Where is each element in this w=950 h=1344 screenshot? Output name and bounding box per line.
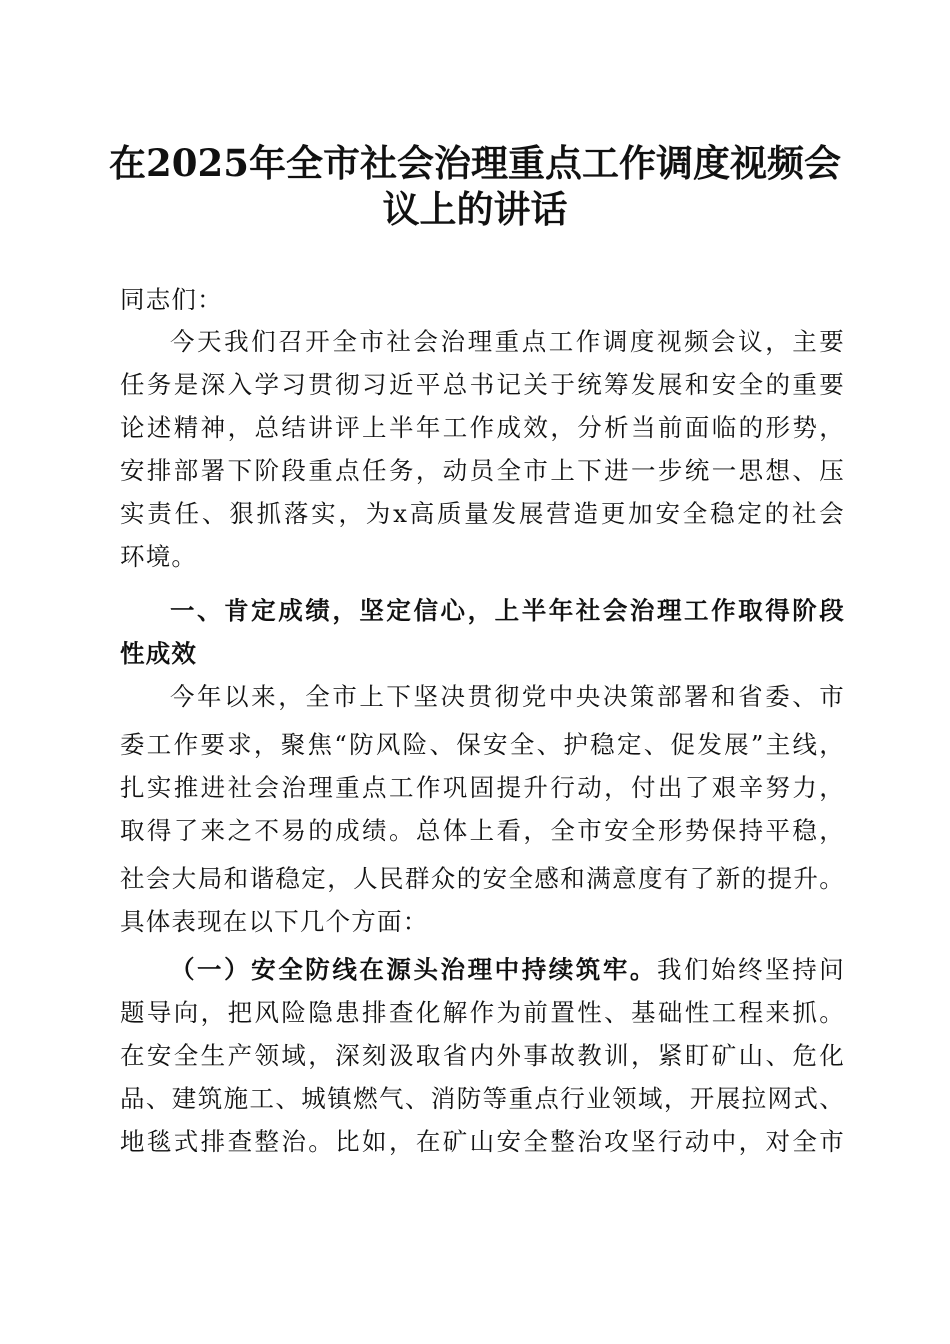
- paragraph-line: 社会大局和谐稳定，人民群众的安全感和满意度有了新的提升。: [120, 864, 845, 893]
- paragraph-line: 今年以来，全市上下坚决贯彻党中央决策部署和省委、市: [170, 682, 845, 711]
- document-title-line-2: 议上的讲话: [382, 187, 568, 231]
- paragraph-line: 地毯式排查整治。比如，在矿山安全整治攻坚行动中，对全市: [120, 1127, 845, 1156]
- subsection-heading: （一）安全防线在源头治理中持续筑牢。: [170, 955, 657, 984]
- salutation: 同志们：: [120, 285, 223, 314]
- paragraph-line: 在安全生产领域，深刻汲取省内外事故教训，紧盯矿山、危化: [120, 1041, 845, 1070]
- paragraph-line: 论述精神，总结讲评上半年工作成效，分析当前面临的形势，: [120, 413, 845, 442]
- paragraph-line: 具体表现在以下几个方面：: [120, 907, 429, 936]
- paragraph-line: 委工作要求，聚焦“防风险、保安全、护稳定、促发展”主线，: [120, 730, 845, 759]
- subsection-line: [170, 955, 845, 985]
- paragraph-line: 取得了来之不易的成绩。总体上看，全市安全形势保持平稳，: [120, 816, 845, 845]
- paragraph-line: 今天我们召开全市社会治理重点工作调度视频会议，主要: [170, 327, 845, 356]
- section-heading-line-2: 性成效: [120, 639, 198, 668]
- paragraph-line: 实责任、狠抓落实，为x高质量发展营造更加安全稳定的社会: [120, 499, 845, 528]
- subsection-text: 我们始终坚持问: [656, 955, 845, 984]
- paragraph-line: 环境。: [120, 542, 198, 571]
- paragraph-line: 品、建筑施工、城镇燃气、消防等重点行业领域，开展拉网式、: [120, 1084, 845, 1113]
- section-heading-line-1: 一、肯定成绩，坚定信心，上半年社会治理工作取得阶段: [170, 596, 845, 625]
- paragraph-line: 扎实推进社会治理重点工作巩固提升行动，付出了艰辛努力，: [120, 773, 845, 802]
- document-title-line-1: 在2025年全市社会治理重点工作调度视频会: [109, 141, 841, 185]
- paragraph-line: 安排部署下阶段重点任务，动员全市上下进一步统一思想、压: [120, 456, 845, 485]
- paragraph-line: 任务是深入学习贯彻习近平总书记关于统筹发展和安全的重要: [120, 370, 845, 399]
- paragraph-line: 题导向，把风险隐患排查化解作为前置性、基础性工程来抓。: [120, 998, 845, 1027]
